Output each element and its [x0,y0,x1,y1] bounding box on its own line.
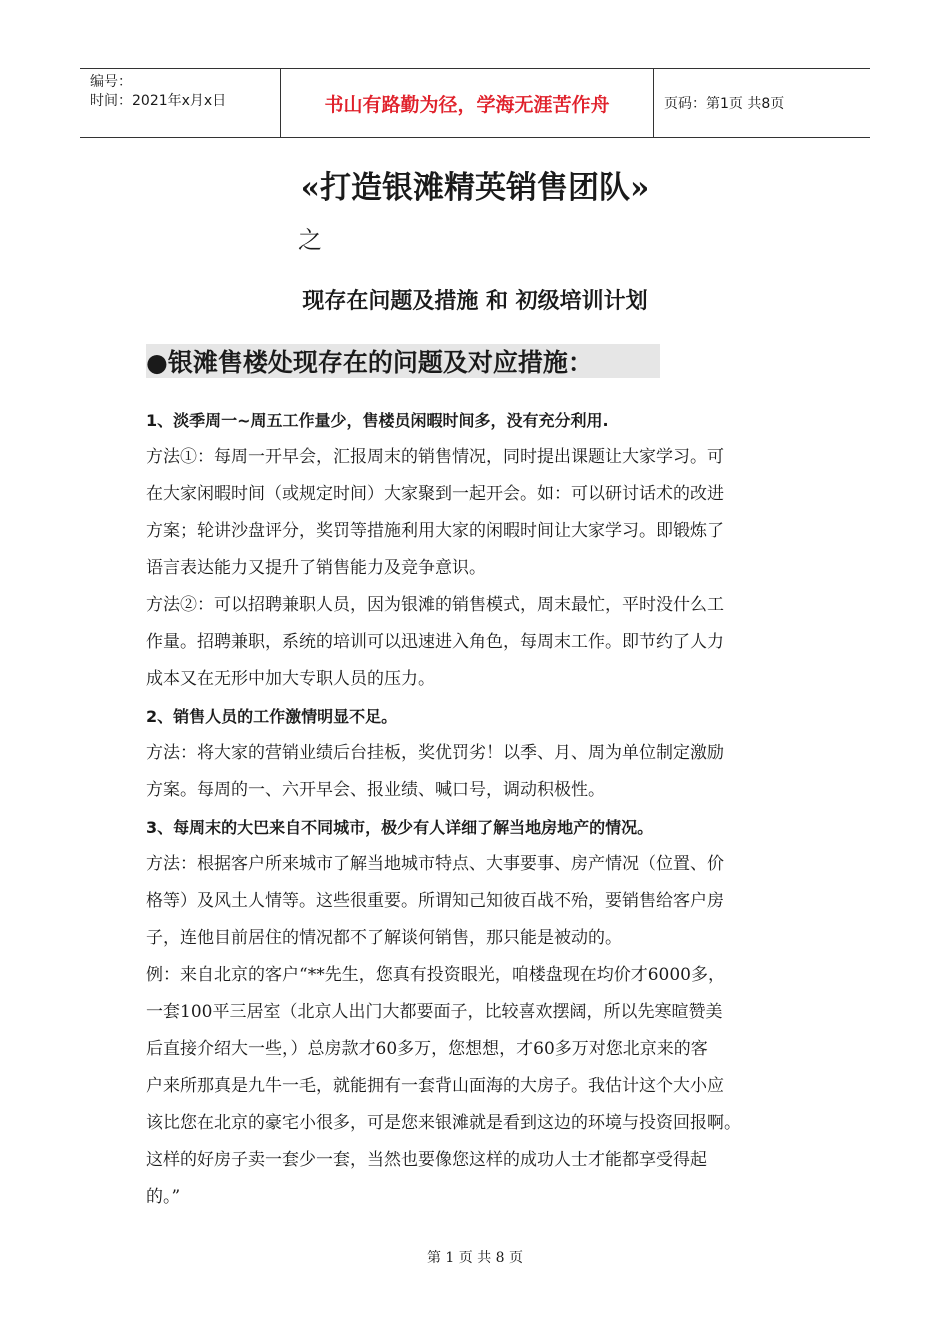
paragraph-line: 语言表达能力又提升了销售能力及竞争意识。 [146,558,486,578]
paragraph-line: 户来所那真是九牛一毛，就能拥有一套背山面海的大房子。我估计这个大小应 [146,1076,724,1096]
paragraph-line: 在大家闲暇时间（或规定时间）大家聚到一起开会。如：可以研讨话术的改进 [146,484,724,504]
body-text [146,402,816,1216]
paragraph-line: 方法：将大家的营销业绩后台挂板，奖优罚劣！以季、月、周为单位制定激励 [146,743,724,763]
paragraph-line: 这样的好房子卖一套少一套，当然也要像您这样的成功人士才能都享受得起 [146,1150,707,1170]
item-heading-line: 1、淡季周一~周五工作量少，售楼员闲暇时间多，没有充分利用. [146,411,609,430]
paragraph-line: 方法①：每周一开早会，汇报周末的销售情况，同时提出课题让大家学习。可 [146,447,724,467]
page-footer: 第 1 页 共 8 页 [426,1250,524,1266]
paragraph-line: 成本又在无形中加大专职人员的压力。 [146,669,435,689]
paragraph-line: 方案；轮讲沙盘评分，奖罚等措施利用大家的闲暇时间让大家学习。即锻炼了 [146,521,724,541]
document-title: «打造银滩精英销售团队» [300,170,650,206]
paragraph-line: 方法②：可以招聘兼职人员，因为银滩的销售模式，周末最忙，平时没什么工 [146,595,724,615]
document-subtitle: 现存在问题及措施 和 初级培训计划 [302,288,648,314]
item-heading-line: 3、每周末的大巴来自不同城市，极少有人详细了解当地房地产的情况。 [146,818,654,837]
section-heading: ●银滩售楼处现存在的问题及对应措施： [146,344,660,378]
item-heading-line: 2、销售人员的工作激情明显不足。 [146,707,398,726]
paragraph-line: 方案。每周的一、六开早会、报业绩、喊口号，调动积极性。 [146,780,605,800]
paragraph-line: 一套100平三居室（北京人出门大都要面子，比较喜欢摆阔，所以先寒暄赞美 [146,1002,723,1022]
paragraph-line: 格等）及风土人情等。这些很重要。所谓知己知彼百战不殆，要销售给客户房 [146,891,724,911]
time-label: 时间：2021年x月x日 [90,93,227,109]
paragraph-line: 的。” [146,1187,181,1207]
header-page-info: 页码：第1页 共8页 [664,96,785,112]
header-meta [80,69,281,137]
number-label: 编号： [90,74,132,90]
paragraph-line: 后直接介绍大一些，）总房款才60多万，您想想，才60多万对您北京来的客 [146,1039,708,1059]
header-motto: 书山有路勤为径，学海无涯苦作舟 [281,69,654,137]
paragraph-line: 作量。招聘兼职，系统的培训可以迅速进入角色，每周末工作。即节约了人力 [146,632,724,652]
paragraph-line: 子，连他目前居住的情况都不了解谈何销售，那只能是被动的。 [146,928,622,948]
paragraph-line: 例：来自北京的客户“**先生，您真有投资眼光，咱楼盘现在均价才6000多， [146,965,725,985]
document-header [80,68,870,138]
title-connector: 之 [298,226,322,254]
paragraph-line: 该比您在北京的豪宅小很多，可是您来银滩就是看到这边的环境与投资回报啊。 [146,1113,741,1133]
paragraph-line: 方法：根据客户所来城市了解当地城市特点、大事要事、房产情况（位置、价 [146,854,724,874]
